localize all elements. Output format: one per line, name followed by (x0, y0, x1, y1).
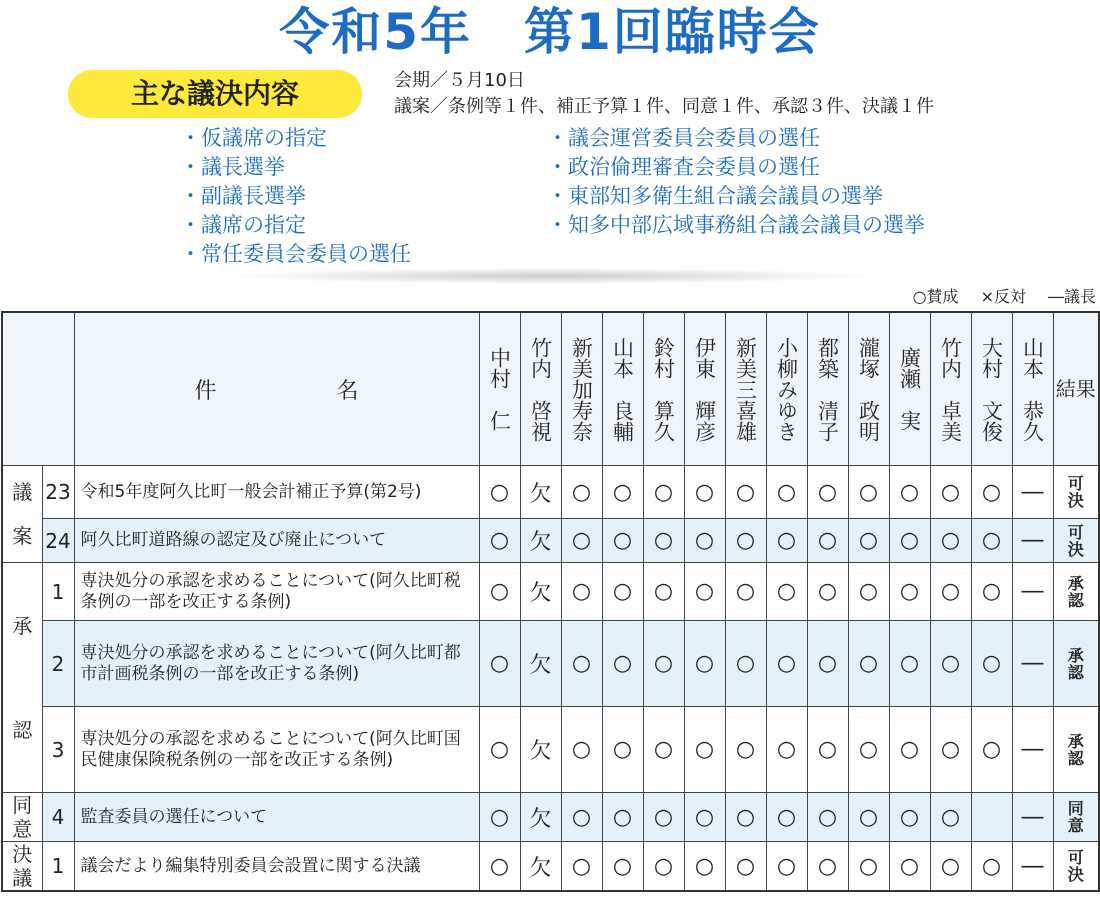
vote-cell: ○ (479, 563, 520, 621)
vote-cell: ○ (725, 519, 766, 563)
member-name: 瀧塚 政明 (856, 336, 881, 442)
bullet-item: ・ 議長選挙 (180, 153, 411, 182)
vote-cell: ○ (479, 519, 520, 563)
vote-cell: ○ (561, 842, 602, 892)
vote-cell: ○ (643, 707, 684, 793)
item-name: 監査委員の選任について (74, 793, 479, 842)
member-name: 鈴村 算久 (651, 336, 676, 442)
vote-cell: ○ (561, 519, 602, 563)
table-row (2, 793, 1099, 842)
vote-cell: ○ (684, 842, 725, 892)
vote-cell: ○ (930, 466, 971, 519)
vote-cell: ○ (684, 707, 725, 793)
member-name: 新美加寿奈 (569, 336, 594, 442)
vote-cell: ○ (930, 842, 971, 892)
vote-cell: ○ (766, 621, 807, 707)
vote-cell: ○ (725, 466, 766, 519)
member-name: 山本 良輔 (610, 336, 635, 442)
result-text: 可決 (1067, 848, 1084, 884)
vote-cell: ○ (971, 621, 1012, 707)
item-name: 令和5年度阿久比町一般会計補正予算(第2号) (74, 466, 479, 519)
vote-cell: ○ (848, 563, 889, 621)
vote-cell: ○ (766, 842, 807, 892)
vote-cell: ○ (889, 793, 930, 842)
bullet-item: ・ 常任委員会委員の選任 (180, 240, 411, 269)
bullet-item: ・ 東部知多衛生組合議会議員の選挙 (547, 182, 925, 211)
vote-cell: ○ (643, 519, 684, 563)
vote-cell: ― (1012, 707, 1053, 793)
result-cell (1053, 707, 1099, 793)
vote-cell: ○ (807, 466, 848, 519)
item-number: 3 (42, 707, 74, 793)
bullet-item: ・ 政治倫理審査会委員の選任 (547, 153, 925, 182)
bullet-list-right (547, 124, 925, 240)
vote-cell: ○ (971, 466, 1012, 519)
vote-cell: ○ (889, 842, 930, 892)
bullet-item: ・ 議席の指定 (180, 211, 411, 240)
vote-cell: ○ (561, 466, 602, 519)
vote-cell: ○ (889, 466, 930, 519)
item-number: 1 (42, 842, 74, 892)
result-cell (1053, 793, 1099, 842)
item-number: 1 (42, 563, 74, 621)
vote-cell: ○ (971, 563, 1012, 621)
vote-cell: ○ (766, 707, 807, 793)
vote-cell: ― (1012, 842, 1053, 892)
vote-cell: ○ (725, 842, 766, 892)
member-header (479, 312, 520, 466)
category-cell: 同意 (2, 793, 42, 842)
vote-cell: ○ (725, 563, 766, 621)
item-number: 24 (42, 519, 74, 563)
result-cell (1053, 519, 1099, 563)
item-header: 件名 (74, 312, 479, 466)
member-name: 新美三喜雄 (733, 336, 758, 442)
table-row (2, 707, 1099, 793)
table-body (2, 466, 1099, 892)
table-row (2, 466, 1099, 519)
item-name: 議会だより編集特別委員会設置に関する決議 (74, 842, 479, 892)
bullet-list-left (180, 124, 411, 269)
vote-cell: ○ (479, 466, 520, 519)
vote-cell: ○ (643, 621, 684, 707)
category-cell: 決議 (2, 842, 42, 892)
vote-cell: ○ (602, 842, 643, 892)
vote-cell: ○ (807, 793, 848, 842)
vote-cell: ○ (766, 793, 807, 842)
result-header: 結果 (1053, 312, 1099, 466)
divider-shadow (220, 268, 880, 284)
member-header (930, 312, 971, 466)
result-text: 承認 (1067, 573, 1084, 610)
member-name: 大村 文俊 (979, 336, 1004, 442)
vote-cell: ○ (479, 621, 520, 707)
member-header (889, 312, 930, 466)
vote-cell: ○ (643, 842, 684, 892)
vote-cell: ○ (930, 621, 971, 707)
result-cell (1053, 842, 1099, 892)
vote-cell: ○ (930, 563, 971, 621)
result-text: 可決 (1067, 522, 1084, 559)
summary-badge: 主な議決内容 (68, 70, 362, 118)
legend-item: ×反対 (980, 287, 1026, 306)
vote-cell: ○ (684, 563, 725, 621)
bills-info: 議案／条例等１件、補正予算１件、同意１件、承認３件、決議１件 (394, 96, 934, 117)
vote-cell: ○ (930, 707, 971, 793)
page-title: 令和5年 第1回臨時会 (279, 3, 821, 61)
vote-cell: ○ (889, 519, 930, 563)
vote-cell: ○ (807, 519, 848, 563)
vote-cell: ○ (848, 519, 889, 563)
vote-cell: ○ (479, 707, 520, 793)
item-number: 4 (42, 793, 74, 842)
member-name: 廣瀬 実 (897, 347, 922, 431)
member-header (766, 312, 807, 466)
vote-cell: ○ (643, 793, 684, 842)
vote-legend (891, 284, 1096, 307)
result-text: 承認 (1067, 731, 1084, 768)
vote-cell: ○ (602, 519, 643, 563)
member-header (725, 312, 766, 466)
item-name: 専決処分の承認を求めることについて(阿久比町都市計画税条例の一部を改正する条例) (74, 621, 479, 707)
vote-cell: ― (1012, 466, 1053, 519)
member-name: 伊東 輝彦 (692, 336, 717, 442)
table-row (2, 621, 1099, 707)
legend-item: ○賛成 (912, 287, 959, 306)
vote-cell: ○ (561, 793, 602, 842)
member-header (684, 312, 725, 466)
vote-cell: ○ (684, 621, 725, 707)
vote-cell: ○ (643, 563, 684, 621)
vote-cell: 欠 (520, 519, 561, 563)
vote-cell: ○ (889, 707, 930, 793)
table-row (2, 842, 1099, 892)
member-header (520, 312, 561, 466)
vote-cell: ― (1012, 519, 1053, 563)
vote-cell: ○ (766, 519, 807, 563)
vote-cell: ○ (807, 563, 848, 621)
vote-cell: ○ (479, 793, 520, 842)
vote-cell: ○ (479, 842, 520, 892)
table-header-row (2, 312, 1099, 466)
vote-cell: ― (1012, 621, 1053, 707)
header-blank (2, 312, 74, 466)
vote-cell: 欠 (520, 621, 561, 707)
vote-cell: ○ (561, 707, 602, 793)
vote-cell: ○ (725, 793, 766, 842)
vote-cell: ○ (971, 707, 1012, 793)
member-header (807, 312, 848, 466)
vote-cell: ○ (766, 466, 807, 519)
member-name: 山本 恭久 (1020, 336, 1045, 442)
category-cell: 承認 (2, 563, 42, 793)
vote-cell: ○ (971, 519, 1012, 563)
vote-cell: ○ (602, 563, 643, 621)
vote-cell: ○ (848, 793, 889, 842)
member-header (643, 312, 684, 466)
vote-cell: ○ (561, 621, 602, 707)
vote-cell: ○ (807, 842, 848, 892)
vote-cell: ○ (971, 842, 1012, 892)
vote-cell (971, 793, 1012, 842)
item-number: 2 (42, 621, 74, 707)
member-name: 都築 清子 (815, 336, 840, 442)
item-number: 23 (42, 466, 74, 519)
vote-cell: ○ (602, 707, 643, 793)
item-name: 専決処分の承認を求めることについて(阿久比町国民健康保険税条例の一部を改正する条例) (74, 707, 479, 793)
bullet-item: ・ 仮議席の指定 (180, 124, 411, 153)
vote-cell: 欠 (520, 842, 561, 892)
vote-cell: ○ (807, 707, 848, 793)
vote-cell: ○ (889, 563, 930, 621)
vote-cell: ○ (561, 563, 602, 621)
category-cell: 議案 (2, 466, 42, 563)
legend-item: ―議長 (1047, 287, 1096, 306)
bullet-item: ・ 議会運営委員会委員の選任 (547, 124, 925, 153)
member-header (848, 312, 889, 466)
member-header (971, 312, 1012, 466)
vote-cell: ○ (930, 519, 971, 563)
vote-cell: ○ (643, 466, 684, 519)
result-cell (1053, 466, 1099, 519)
vote-cell: ○ (684, 466, 725, 519)
result-text: 承認 (1067, 645, 1084, 682)
vote-cell: ○ (848, 707, 889, 793)
bullet-item: ・ 知多中部広域事務組合議会議員の選挙 (547, 211, 925, 240)
vote-cell: ○ (602, 621, 643, 707)
vote-cell: 欠 (520, 466, 561, 519)
vote-cell: 欠 (520, 563, 561, 621)
vote-cell: ○ (807, 621, 848, 707)
member-name: 竹内 卓美 (938, 336, 963, 442)
vote-cell: ○ (684, 793, 725, 842)
vote-cell: ○ (602, 466, 643, 519)
session-info: 会期／５月10日 (394, 70, 525, 91)
member-name: 竹内 啓視 (528, 336, 553, 442)
vote-cell: ○ (848, 842, 889, 892)
vote-cell: ― (1012, 563, 1053, 621)
item-name: 専決処分の承認を求めることについて(阿久比町税条例の一部を改正する条例) (74, 563, 479, 621)
vote-cell: 欠 (520, 707, 561, 793)
member-header (1012, 312, 1053, 466)
result-text: 可決 (1067, 474, 1084, 510)
vote-cell: ○ (725, 621, 766, 707)
item-name: 阿久比町道路線の認定及び廃止について (74, 519, 479, 563)
vote-cell: ― (1012, 793, 1053, 842)
member-name: 小柳みゆき (774, 336, 799, 442)
bullet-item: ・ 副議長選挙 (180, 182, 411, 211)
vote-cell: 欠 (520, 793, 561, 842)
vote-cell: ○ (848, 466, 889, 519)
vote-cell: ○ (889, 621, 930, 707)
table-row (2, 519, 1099, 563)
result-cell (1053, 621, 1099, 707)
vote-cell: ○ (602, 793, 643, 842)
result-cell (1053, 563, 1099, 621)
vote-cell: ○ (848, 621, 889, 707)
result-text: 同意 (1067, 799, 1084, 835)
vote-cell: ○ (766, 563, 807, 621)
member-header (602, 312, 643, 466)
vote-cell: ○ (684, 519, 725, 563)
table-row (2, 563, 1099, 621)
vote-cell: ○ (930, 793, 971, 842)
vote-table (1, 311, 1100, 892)
member-name: 中村 仁 (487, 347, 512, 431)
member-header (561, 312, 602, 466)
vote-cell: ○ (725, 707, 766, 793)
